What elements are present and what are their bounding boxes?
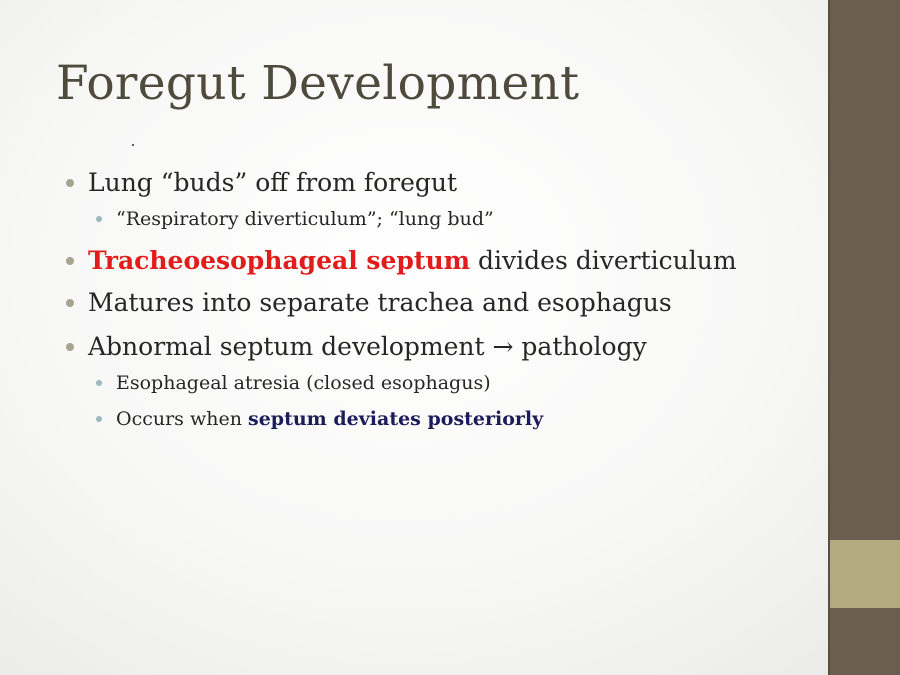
sub-bullet-esophageal-atresia	[96, 372, 491, 394]
bullet-text-after: pathology	[513, 332, 647, 361]
right-arrow-icon: →	[492, 332, 514, 361]
bullet-text: Lung “buds” off from foregut	[88, 168, 458, 197]
sub-bullet-septum-deviates	[96, 408, 543, 430]
slide-title: Foregut Development	[56, 56, 580, 111]
bullet-matures	[66, 288, 672, 317]
bullet-dot-icon	[66, 179, 74, 187]
sidebar-accent-block	[830, 540, 900, 608]
bullet-tracheoesophageal-septum	[66, 246, 737, 275]
decorative-sidebar	[828, 0, 900, 675]
bullet-abnormal-septum	[66, 332, 647, 361]
sub-bullet-dot-icon	[96, 216, 102, 222]
stray-mark	[132, 144, 134, 146]
bullet-lung-buds	[66, 168, 457, 197]
bullet-dot-icon	[66, 257, 74, 265]
bullet-dot-icon	[66, 299, 74, 307]
bullet-dot-icon	[66, 343, 74, 351]
bullet-text-before: Abnormal septum development	[88, 332, 493, 361]
sub-bullet-text-before: Occurs when	[116, 408, 248, 430]
sub-bullet-respiratory-diverticulum	[96, 208, 494, 230]
sub-bullet-dot-icon	[96, 416, 102, 422]
sub-bullet-dot-icon	[96, 380, 102, 386]
sub-bullet-text: “Respiratory diverticulum”; “lung bud”	[116, 208, 494, 230]
bullet-text: Matures into separate trachea and esophagus	[88, 288, 672, 317]
sub-bullet-text: Esophageal atresia (closed esophagus)	[116, 372, 491, 394]
emphasis-red-text: Tracheoesophageal septum	[88, 246, 471, 275]
bullet-text: divides diverticulum	[470, 246, 737, 275]
emphasis-navy-text: septum deviates posteriorly	[248, 408, 544, 430]
